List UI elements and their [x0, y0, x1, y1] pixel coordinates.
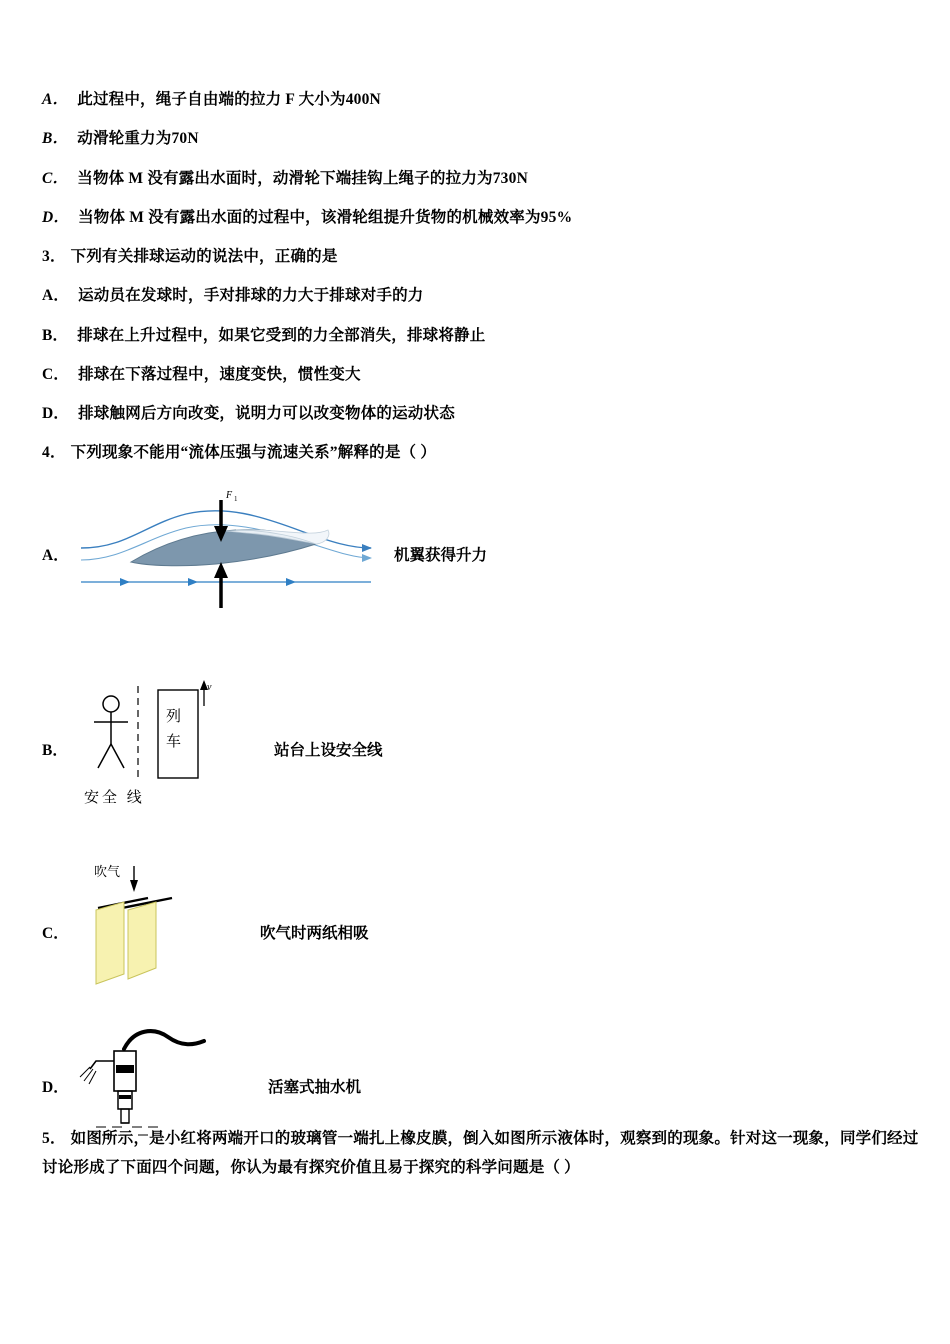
question-number: 4． — [42, 444, 66, 462]
option-text: 当物体 M 没有露出水面时，动滑轮下端挂钩上绳子的拉力为730N — [77, 169, 528, 187]
option-text: 排球在上升过程中，如果它受到的力全部消失，排球将静止 — [77, 326, 486, 344]
option-2-D — [42, 206, 908, 229]
question-text: 下列有关排球运动的说法中，正确的是 — [70, 248, 338, 265]
figure-caption: 机翼获得升力 — [394, 546, 488, 564]
question-3 — [42, 245, 908, 268]
figure-option-letter: B． — [42, 741, 68, 759]
option-text: 运动员在发球时，手对排球的力大于排球对手的力 — [78, 287, 424, 305]
question-text: 如图所示，是小红将两端开口的玻璃管一端扎上橡皮膜，倒入如图所示液体时，观察到的现象。针对这一现象，同学们经过讨论形成了下面四个问题，你认为最有探究价值且易于探究的科学问题是（ ） — [42, 1130, 919, 1176]
option-letter: B． — [42, 130, 69, 148]
option-3-D — [42, 402, 908, 425]
question-5 — [42, 1125, 922, 1182]
platform-safety-line-diagram — [76, 676, 266, 821]
option-3-A — [42, 284, 908, 307]
svg-text:车: 车 — [166, 734, 182, 750]
figure-option-C — [42, 865, 908, 1000]
figure-option-B — [42, 679, 908, 819]
svg-text:v: v — [207, 682, 212, 693]
option-letter: A． — [42, 91, 69, 108]
svg-text:列: 列 — [166, 709, 182, 725]
option-3-C — [42, 363, 908, 386]
option-letter: C． — [42, 365, 70, 383]
question-list — [42, 88, 908, 1149]
option-2-A — [42, 88, 908, 111]
option-text: 此过程中，绳子自由端的拉力 F 大小为400N — [77, 91, 381, 108]
option-letter: A． — [42, 287, 70, 305]
option-text: 动滑轮重力为70N — [77, 130, 199, 148]
svg-text:1: 1 — [234, 495, 238, 503]
figure-caption: 活塞式抽水机 — [268, 1079, 362, 1096]
option-text: 当物体 M 没有露出水面的过程中，该滑轮组提升货物的机械效率为95% — [78, 208, 573, 226]
svg-text:安全 线: 安全 线 — [84, 790, 145, 806]
option-text: 排球在下落过程中，速度变快，惯性变大 — [78, 365, 361, 383]
figure-caption: 吹气时两纸相吸 — [260, 925, 369, 942]
option-letter: D． — [42, 405, 70, 422]
question-number: 3． — [42, 248, 66, 265]
question-number: 5． — [42, 1130, 66, 1147]
option-text: 排球触网后方向改变，说明力可以改变物体的运动状态 — [78, 405, 455, 422]
figure-caption: 站台上设安全线 — [274, 741, 383, 759]
figure-option-letter: C． — [42, 925, 69, 942]
option-letter: B． — [42, 326, 69, 344]
option-2-C — [42, 167, 908, 190]
figure-option-letter: D． — [42, 1079, 69, 1096]
airfoil-lift-diagram — [76, 486, 376, 621]
question-4 — [42, 441, 908, 464]
option-2-B — [42, 127, 908, 150]
svg-text:F: F — [226, 490, 233, 501]
question-text: 下列现象不能用“流体压强与流速关系”解释的是（ ） — [70, 444, 437, 462]
option-letter: C． — [42, 169, 69, 187]
option-3-B — [42, 324, 908, 347]
two-papers-blowing-diagram — [76, 862, 236, 1002]
figure-option-A — [42, 489, 908, 619]
option-letter: D． — [42, 208, 70, 226]
figure-option-letter: A． — [42, 546, 69, 564]
svg-text:吹气: 吹气 — [94, 864, 121, 879]
